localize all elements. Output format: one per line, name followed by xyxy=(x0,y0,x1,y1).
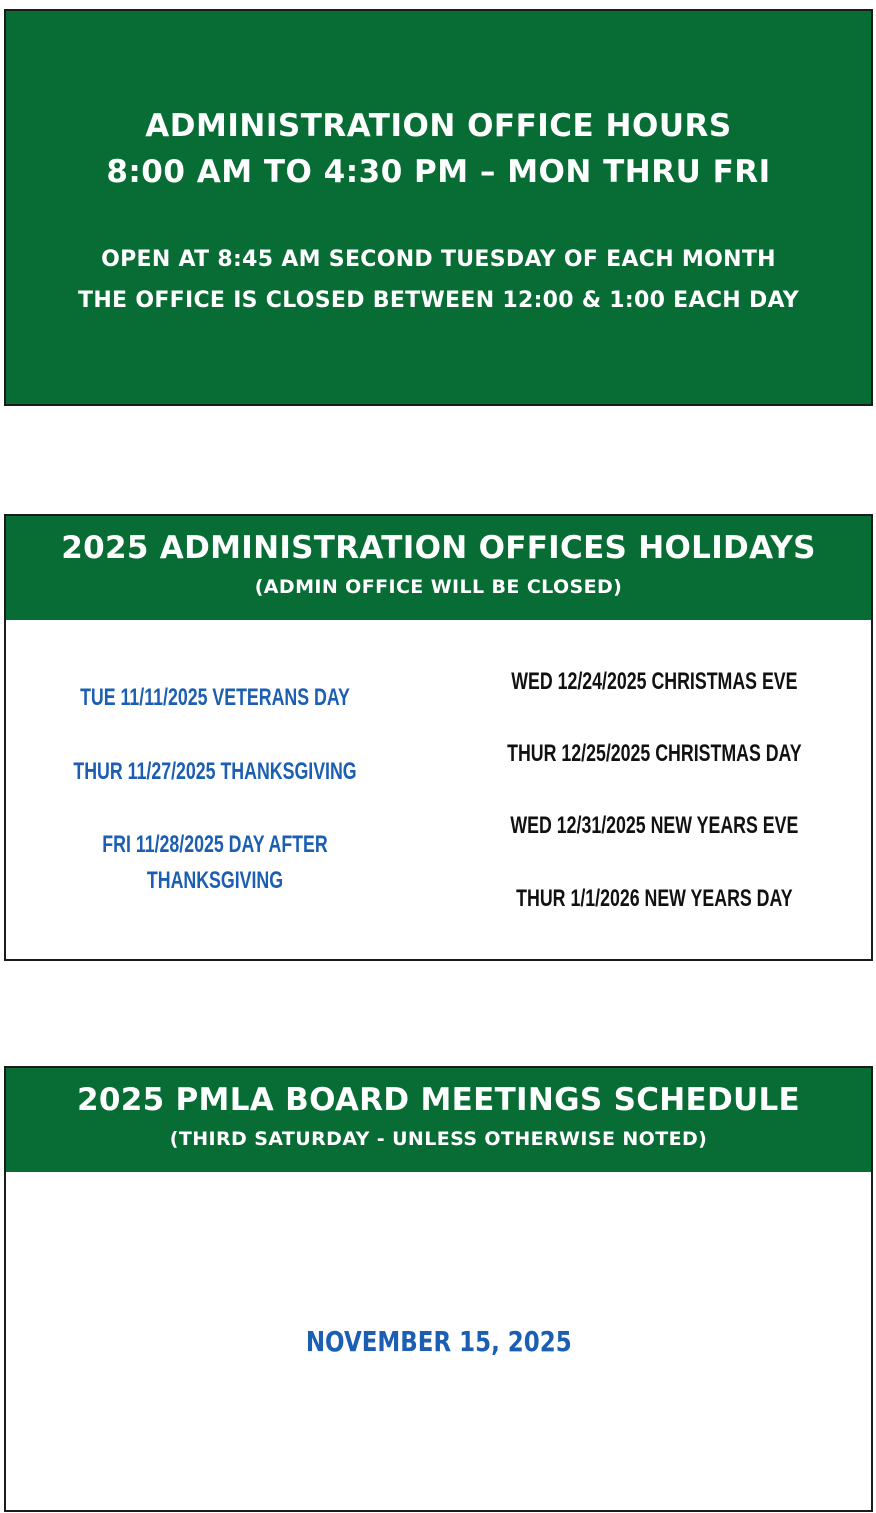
office-hours-title xyxy=(6,103,871,195)
holiday-christmas-day: THUR 12/25/2025 CHRISTMAS DAY xyxy=(507,740,802,767)
board-meetings-panel xyxy=(4,1066,873,1512)
holiday-christmas-eve: WED 12/24/2025 CHRISTMAS EVE xyxy=(511,668,798,695)
holidays-title: 2025 ADMINISTRATION OFFICES HOLIDAYS xyxy=(61,530,816,566)
holiday-label: FRI 11/28/2025 DAY AFTER xyxy=(102,831,328,858)
office-hours-notes xyxy=(6,239,871,321)
holidays-subtitle: (ADMIN OFFICE WILL BE CLOSED) xyxy=(254,576,623,598)
holiday-thanksgiving xyxy=(60,754,369,790)
holiday-label: TUE 11/11/2025 VETERANS DAY xyxy=(80,684,350,711)
office-hours-note-tuesday: OPEN AT 8:45 AM SECOND TUESDAY OF EACH MONTH xyxy=(101,247,776,272)
holidays-panel xyxy=(4,514,873,961)
office-hours-panel xyxy=(4,9,873,406)
holiday-day-after-thanksgiving xyxy=(60,827,369,899)
board-meetings-subtitle: (THIRD SATURDAY - UNLESS OTHERWISE NOTED) xyxy=(169,1128,708,1150)
holidays-header xyxy=(6,516,871,620)
board-meetings-title: 2025 PMLA BOARD MEETINGS SCHEDULE xyxy=(76,1082,801,1118)
office-hours-times: 8:00 AM TO 4:30 PM – MON THRU FRI xyxy=(106,154,771,190)
holiday-label: THUR 11/27/2025 THANKSGIVING xyxy=(73,758,357,785)
holiday-label-continued: THANKSGIVING xyxy=(146,867,284,894)
holiday-new-years-eve: WED 12/31/2025 NEW YEARS EVE xyxy=(510,812,799,839)
holiday-veterans-day xyxy=(60,680,369,716)
holiday-new-years-day: THUR 1/1/2026 NEW YEARS DAY xyxy=(516,885,793,912)
board-meetings-header xyxy=(6,1068,871,1172)
office-hours-heading: ADMINISTRATION OFFICE HOURS xyxy=(145,108,732,144)
meeting-date: NOVEMBER 15, 2025 xyxy=(305,1325,572,1358)
office-hours-note-lunch: THE OFFICE IS CLOSED BETWEEN 12:00 & 1:00 EACH DAY xyxy=(78,288,799,313)
